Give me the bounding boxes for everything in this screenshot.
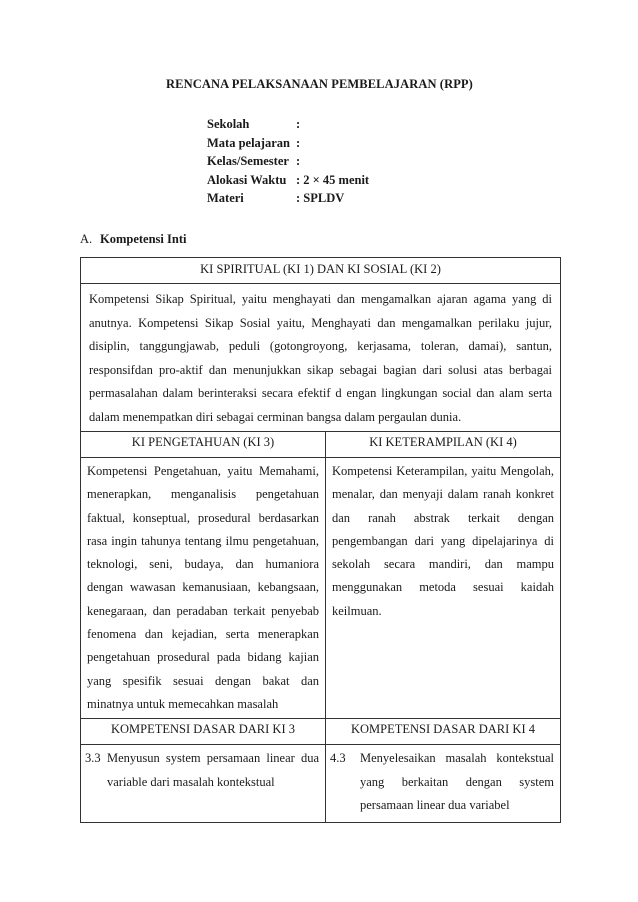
page-title: RENCANA PELAKSANAAN PEMBELAJARAN (RPP) [166,77,473,91]
cell-kd4 [326,745,561,823]
ki-spiritual-sosial-text: Kompetensi Sikap Spiritual, yaitu menghayati dan mengamalkan ajaran agama yang di anutnya. Kompetensi Sikap Sosial yaitu, Menghayati dan mengamalkan perilaku jujur, disiplin, tanggungjawab, peduli (gotongroyong, kerjasama, toleran, damai), santun, responsifdan pro-aktif dan menunjukkan sikap sebagai bagian dari solusi atas berbagai permasalahan dalam berinteraksi secara efektif d engan lingkungan social dan alam serta dalam menempatkan diri sebagai cerminan bangsa dalam pergaulan dunia. [89,292,552,424]
meta-key: Materi [207,191,244,205]
kd3-text: Menyusun system persamaan linear dua variable dari masalah kontekstual [107,751,319,789]
header-ki-spiritual-sosial: KI SPIRITUAL (KI 1) DAN KI SOSIAL (KI 2) [81,258,561,284]
section-label: Kompetensi Inti [100,232,187,246]
header-kd4: KOMPETENSI DASAR DARI KI 4 [326,719,561,745]
kd4-item [326,745,560,822]
cell-ki4 [326,458,561,719]
meta-row-mata-pelajaran [207,134,369,153]
meta-row-alokasi-waktu [207,171,369,190]
meta-value: : [296,135,301,150]
kd3-number: 3.3 [85,751,101,766]
meta-key: Kelas/Semester [207,154,289,168]
header-ki3: KI PENGETAHUAN (KI 3) [81,432,326,458]
kompetensi-table [80,257,561,823]
cell-kd3 [81,745,326,823]
cell-ki-spiritual-sosial [81,284,561,432]
cell-ki3 [81,458,326,719]
meta-value: : [296,117,301,131]
document-meta [207,115,369,208]
kd3-item [81,745,325,798]
ki4-text: Kompetensi Keterampilan, yaitu Mengolah, menalar, dan menyaji dalam ranah konkret dan ranah abstrak terkait dengan pengembangan dari yang dipelajarinya di sekolah secara mandiri, dan mampu menggunakan metoda sesuai kaidah keilmuan. [332,464,554,618]
meta-key: Alokasi Waktu [207,172,287,187]
header-ki4: KI KETERAMPILAN (KI 4) [326,432,561,458]
header-kd3: KOMPETENSI DASAR DARI KI 3 [81,719,326,745]
meta-key: Sekolah [207,117,250,131]
section-heading-a [80,232,186,247]
meta-row-sekolah [207,115,369,134]
meta-value: : [296,154,301,168]
meta-value: : SPLDV [296,191,345,205]
section-letter: A. [80,232,93,246]
meta-row-materi [207,189,369,208]
meta-key: Mata pelajaran [207,135,290,150]
kd4-number: 4.3 [330,751,346,766]
kd4-text: Menyelesaikan masalah kontekstual yang berkaitan dengan system persamaan linear dua variabel [360,751,554,813]
meta-value: : 2 × 45 menit [296,172,370,187]
meta-row-kelas-semester [207,152,369,171]
ki3-text: Kompetensi Pengetahuan, yaitu Memahami, menerapkan, menganalisis pengetahuan faktual, konseptual, prosedural berdasarkan rasa ingin tahunya tentang ilmu pengetahuan, teknologi, seni, budaya, dan humaniora dengan wawasan kemanusiaan, kebangsaan, kenegaraan, dan peradaban terkait penyebab fenomena dan kejadian, serta menerapkan pengetahuan prosedural pada bidang kajian yang spesifik sesuai dengan bakat dan minatnya untuk memecahkan masalah [87,464,319,711]
